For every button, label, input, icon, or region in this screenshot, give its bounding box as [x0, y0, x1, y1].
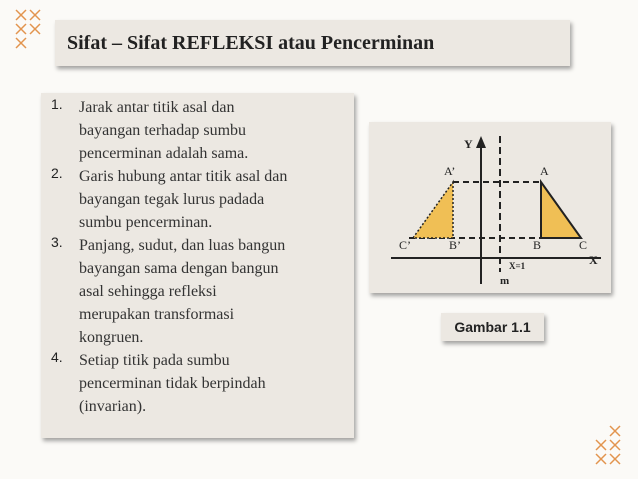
property-line: bayangan terhadap sumbu	[79, 122, 247, 139]
mirror-line-label: m	[500, 275, 510, 287]
property-line: Panjang, sudut, dan luas bangun	[79, 237, 286, 254]
property-item-2	[41, 165, 349, 234]
property-number: 1.	[51, 96, 63, 112]
property-item-3	[41, 234, 349, 349]
property-line: (invarian).	[79, 398, 147, 415]
property-line: merupakan transformasi	[79, 306, 235, 323]
point-a-label: A	[540, 164, 549, 178]
property-item-1	[41, 96, 349, 165]
point-b-prime-label: B’	[449, 238, 461, 252]
point-c-label: C	[579, 238, 588, 252]
slide-title: Sifat – Sifat REFLEKSI atau Pencerminan	[67, 31, 435, 54]
mirror-equation-label: X=1	[509, 261, 526, 271]
property-line: bayangan tegak lurus padada	[79, 191, 265, 208]
y-axis-label: Y	[464, 137, 473, 151]
property-line: asal sehingga refleksi	[79, 283, 217, 300]
property-line: bayangan sama dengan bangun	[79, 260, 279, 277]
point-b-label: B	[533, 238, 542, 252]
point-a-prime-label: A’	[444, 164, 456, 178]
properties-list	[41, 93, 354, 418]
title-box	[55, 20, 570, 66]
y-axis-arrow	[476, 136, 486, 148]
properties-box	[41, 93, 354, 438]
property-number: 4.	[51, 349, 63, 365]
property-line: Garis hubung antar titik asal dan	[79, 168, 288, 185]
figure-caption-box	[441, 313, 544, 341]
point-c-prime-label: C’	[399, 238, 411, 252]
property-number: 2.	[51, 165, 63, 181]
property-line: Jarak antar titik asal dan	[79, 99, 235, 116]
property-line: Setiap titik pada sumbu	[79, 352, 230, 369]
property-line: kongruen.	[79, 329, 144, 346]
property-line: pencerminan adalah sama.	[79, 145, 249, 162]
reflection-diagram-box	[369, 122, 611, 293]
property-line: sumbu pencerminan.	[79, 214, 213, 231]
reflection-diagram	[369, 122, 611, 293]
figure-caption: Gambar 1.1	[454, 319, 531, 335]
property-item-4	[41, 349, 349, 418]
x-axis-label: X	[589, 253, 598, 267]
triangle-abc	[541, 182, 581, 238]
property-line: pencerminan tidak berpindah	[79, 375, 266, 392]
property-number: 3.	[51, 234, 63, 250]
triangle-abc-reflected	[413, 182, 453, 238]
